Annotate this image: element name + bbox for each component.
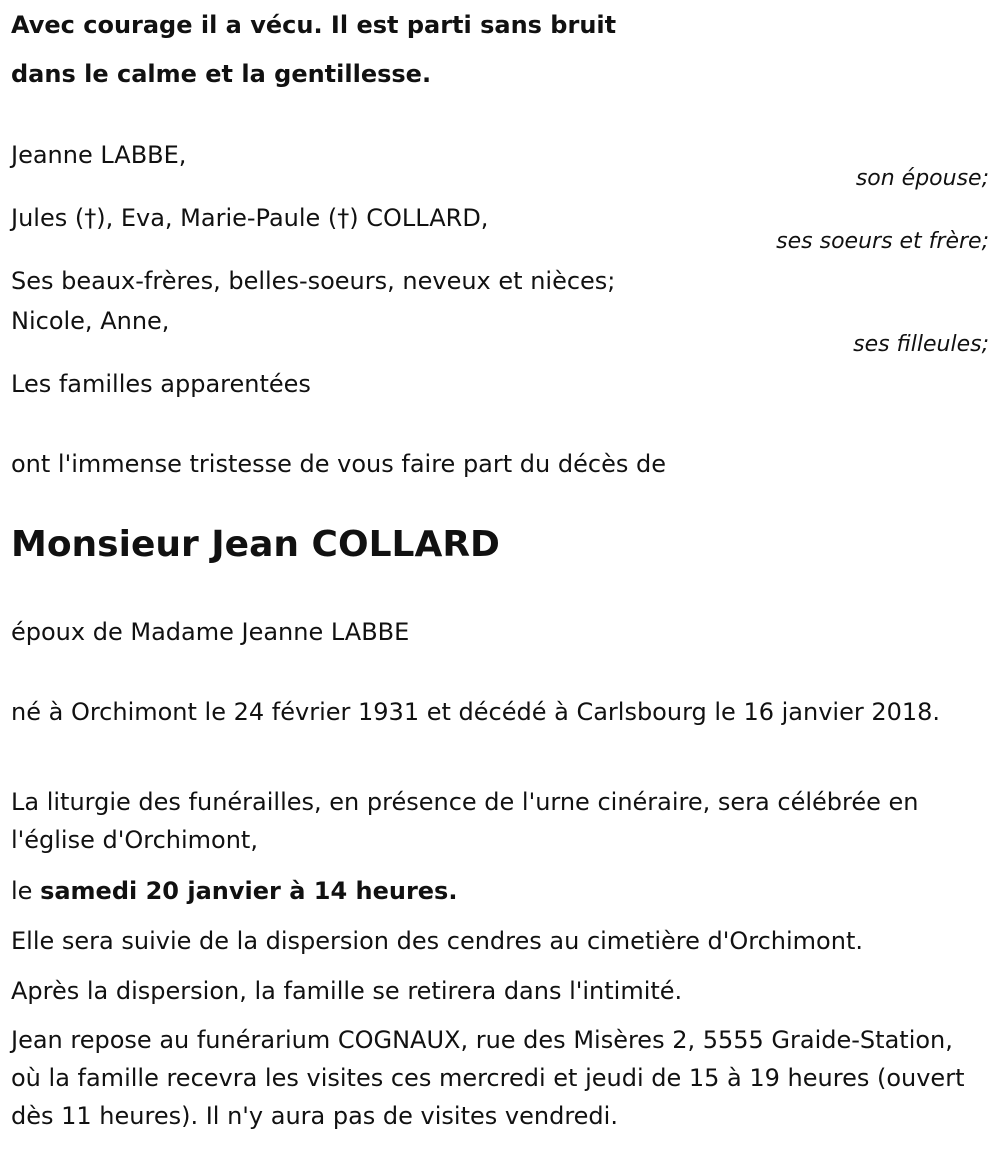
siblings-role: ses soeurs et frère; — [776, 229, 989, 254]
funeral-date-line — [11, 876, 457, 906]
goddaughters-names: Nicole, Anne, — [11, 307, 170, 335]
spouse-name: Jeanne LABBE, — [11, 141, 187, 169]
visits-paragraph: Jean repose au funérarium COGNAUX, rue des Misères 2, 5555 Graide-Station, où la famille recevra les visites ces mercredi et jeudi de 15 à 19 heures (ouvert dès 11 heures). Il n'y aura pas de visites vendredi. — [11, 1026, 965, 1130]
deceased-name: Monsieur Jean COLLARD — [11, 524, 500, 565]
birth-death-paragraph: né à Orchimont le 24 février 1931 et décédé à Carlsbourg le 16 janvier 2018. — [11, 698, 941, 726]
epitaph-line-2: dans le calme et la gentillesse. — [11, 60, 432, 88]
siblings-names: Jules (†), Eva, Marie-Paule (†) COLLARD, — [11, 204, 489, 232]
after-dispersion-line: Après la dispersion, la famille se retirera dans l'intimité. — [11, 977, 683, 1005]
obituary-notice — [11, 0, 989, 1155]
dispersion-line: Elle sera suivie de la dispersion des cendres au cimetière d'Orchimont. — [11, 927, 863, 955]
liturgy-paragraph: La liturgie des funérailles, en présence de l'urne cinéraire, sera célébrée en l'église d'Orchimont, — [11, 788, 919, 854]
spouse-of-line: époux de Madame Jeanne LABBE — [11, 618, 410, 646]
goddaughters-role: ses filleules; — [853, 332, 989, 357]
spouse-role: son épouse; — [855, 166, 989, 191]
relatives-line: Ses beaux-frères, belles-soeurs, neveux et nièces; — [11, 267, 616, 295]
epitaph-line-1: Avec courage il a vécu. Il est parti sans bruit — [11, 11, 617, 39]
funeral-date: samedi 20 janvier à 14 heures. — [40, 877, 458, 905]
related-families: Les familles apparentées — [11, 370, 311, 398]
funeral-date-prefix: le — [11, 877, 41, 905]
announcement-text: ont l'immense tristesse de vous faire part du décès de — [11, 450, 666, 478]
